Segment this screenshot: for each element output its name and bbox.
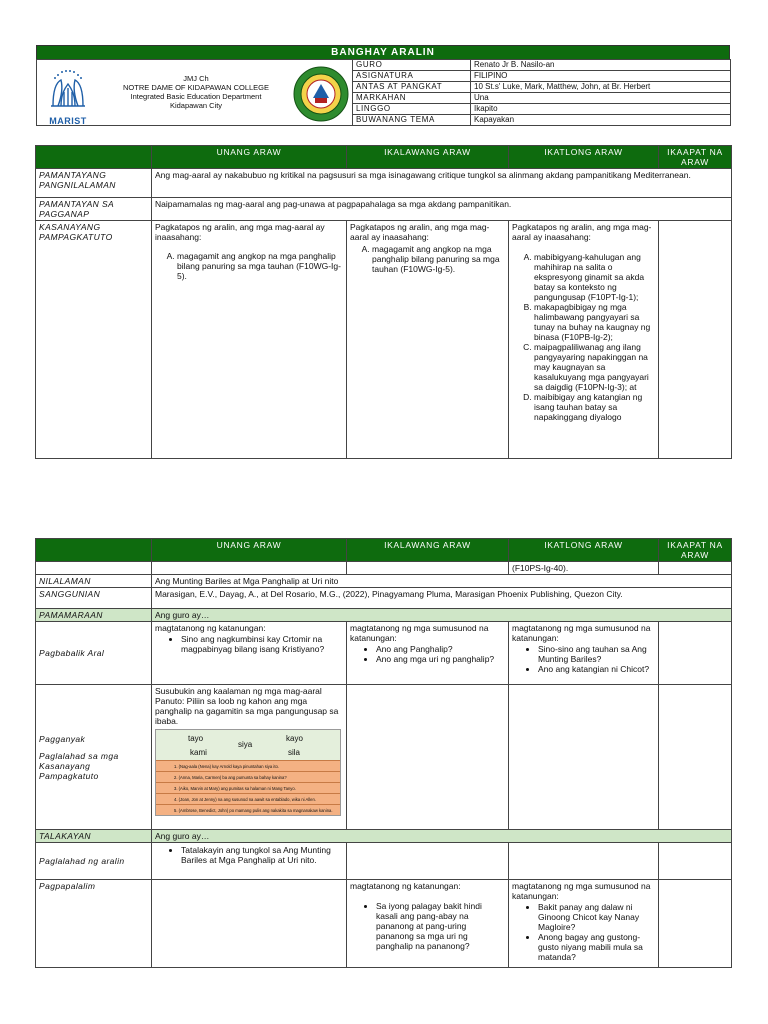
row-pamantayang-nilalaman (36, 169, 732, 198)
school-name-block (99, 74, 293, 110)
row-content: Marasigan, E.V., Dayag, A., at Del Rosario, M.G., (2022), Pinagyamang Pluma, Marasigan Phoenix Publishing, Quezon City. (152, 588, 732, 609)
sentence-list (156, 760, 340, 815)
row-label: Paglalahad ng aralin (36, 843, 152, 880)
list-item: • Anong bagay ang gustong-gusto niyang mabili mula sa matanda? (538, 932, 655, 962)
lesson-table-2 (35, 538, 732, 968)
row-label: PAMANTAYANG PANGNILALAMAN (36, 169, 152, 198)
row-kasanayang (36, 221, 732, 459)
marist-text: MARIST (49, 116, 87, 126)
col-unang-araw: UNANG ARAW (152, 539, 347, 562)
row-pagganyak (36, 685, 732, 830)
empty-cell (36, 562, 152, 575)
empty-cell (152, 562, 347, 575)
empty-cell (509, 843, 659, 880)
row-label: SANGGUNIAN (36, 588, 152, 609)
school-seal-icon (293, 66, 349, 122)
sentence-item: 3. (Aiko, Marvin at Mary) ang pumitas sa halaman ni Mang Tanyo. (156, 782, 340, 793)
list-item: • Ano ang katangian ni Chicot? (538, 664, 655, 674)
continued-code: (F10PS-Ig-40). (509, 562, 659, 575)
col-ikatlong-araw: IKATLONG ARAW (509, 539, 659, 562)
row-pagpapalalim (36, 880, 732, 968)
row-paglalahad (36, 843, 732, 880)
school-city: Kidapawan City (169, 101, 223, 110)
word-choice: kayo (286, 734, 303, 744)
question-intro: magtatanong ng mga sumusunod na katanungan: (512, 623, 651, 644)
row-pamantayan-pagganap (36, 198, 732, 221)
word-choice: sila (288, 748, 301, 758)
activity-intro: Susubukin ang kaalaman ng mga mag-aaral (155, 686, 322, 697)
school-department: Integrated Basic Education Department (130, 92, 262, 101)
col-ikaapat-araw: IKAAPAT NA ARAW (659, 539, 732, 562)
empty-cell (347, 562, 509, 575)
field-label-asignatura: ASIGNATURA (353, 71, 471, 82)
field-label-markahan: MARKAHAN (353, 93, 471, 104)
header-title: BANGHAY ARALIN (36, 45, 730, 59)
row-pagbabalik-aral (36, 622, 732, 685)
empty-cell (659, 880, 732, 968)
row-label: TALAKAYAN (36, 830, 152, 843)
objectives-list (350, 244, 505, 274)
list-item: A. magagamit ang angkop na mga panghalip bilang panuring sa mga tauhan (F10WG-Ig-5). (372, 244, 505, 274)
row-content: Ang mag-aaral ay nakabubuo ng kritikal na pagsusuri sa mga isinagawang critique tungkol sa alinmang akdang pampanitikang Mediterranean. (152, 169, 732, 198)
day1-objectives (152, 221, 347, 459)
table-header-row (36, 539, 732, 562)
day1-paglalahad (152, 843, 347, 880)
list-item: • Sa iyong palagay bakit hindi kasali ang pang-abay na pananong at pang-uring pananong sa mga uri ng panghalip na pananong? (376, 901, 505, 951)
field-value-markahan: Una (471, 93, 731, 104)
question-list (350, 901, 505, 951)
row-content: Ang guro ay… (152, 609, 732, 622)
list-item: D. maibibigay ang katangian ng isang tauhan batay sa napakinggang diyalogo (534, 392, 655, 422)
col-ikaapat-araw: IKAAPAT NA ARAW (659, 146, 732, 169)
field-value-linggo: Ikapito (471, 104, 731, 115)
word-choice: kami (190, 748, 207, 758)
row-content: Ang Munting Bariles at Mga Panghalip at Uri nito (152, 575, 732, 588)
row-label: Pagganyak (39, 733, 86, 744)
list-item: C. maipagpaliliwanag ang ilang pangyayaring napakinggan na may kaugnayan sa kasalukuyang mga pangyayari sa daigdig (F10PN-Ig-3); at (534, 342, 655, 392)
row-content: Naipamamalas ng mag-aaral ang pag-unawa at pagpapahalaga sa mga akdang pampanitikan. (152, 198, 732, 221)
field-label-linggo: LINGGO (353, 104, 471, 115)
col-ikatlong-araw: IKATLONG ARAW (509, 146, 659, 169)
row-label: Pagbabalik Aral (36, 622, 152, 685)
word-choices (156, 730, 340, 760)
field-value-guro: Renato Jr B. Nasilo-an (471, 60, 731, 71)
pronoun-word-box (155, 729, 341, 816)
empty-cell (347, 685, 509, 830)
objectives-intro: Pagkatapos ng aralin, ang mga mag-aaral ay inaasahang: (512, 222, 652, 243)
header-blank-cell (36, 539, 152, 562)
activity-panuto: Panuto: Piliin sa loob ng kahon ang mga panghalip na gagamitin sa mga pangungusap sa ibaba. (155, 696, 339, 727)
day2-pagpapalalim (347, 880, 509, 968)
question-intro: magtatanong ng katanungan: (350, 881, 461, 892)
empty-cell (659, 622, 732, 685)
discussion-list (155, 845, 343, 865)
row-label-cell (36, 685, 152, 830)
col-ikalawang-araw: IKALAWANG ARAW (347, 146, 509, 169)
row-label: KASANAYANG PAMPAGKATUTO (36, 221, 152, 459)
empty-cell (659, 843, 732, 880)
list-item: • Ano ang Panghalip? (376, 644, 505, 654)
sentence-item: 1. (Nag-aala (Nena) kay Arnold kaya pinuntahan siya ito. (156, 760, 340, 771)
marist-emblem-icon (43, 66, 93, 114)
school-seal-logo (293, 66, 349, 122)
question-intro: magtatanong ng mga sumusunod na katanungan: (350, 623, 489, 644)
word-choice: siya (238, 740, 253, 750)
table-header-row (36, 146, 732, 169)
row-label-secondary: Paglalahad sa mga Kasanayang Pampagkatuto (39, 750, 119, 781)
col-unang-araw: UNANG ARAW (152, 146, 347, 169)
sentence-item: 4. (Joan, Jon at Jenny) na ang susunod na aawit sa entablado, wika ni Allen. (156, 793, 340, 804)
day3-objectives (509, 221, 659, 459)
question-list (350, 644, 505, 664)
field-value-tema: Kapayakan (471, 115, 731, 126)
school-logo-cell (37, 60, 353, 126)
objectives-list (512, 252, 655, 422)
question-list (155, 634, 343, 654)
day3-pagbabalik (509, 622, 659, 685)
header-info-table (36, 59, 731, 126)
empty-cell (659, 562, 732, 575)
row-talakayan (36, 830, 732, 843)
list-item: A. mabibigyang-kahulugan ang mahihirap na salita o ekspresyong ginamit sa akda batay sa konteksto ng pangungusap (F10PT-Ig-1); (534, 252, 655, 302)
lesson-table-1 (35, 145, 732, 459)
field-label-antas: ANTAS AT PANGKAT (353, 82, 471, 93)
word-choice: tayo (188, 734, 204, 744)
row-label: PAMANTAYAN SA PAGGANAP (36, 198, 152, 221)
row-label: PAMAMARAAN (36, 609, 152, 622)
list-item: A. magagamit ang angkop na mga panghalip bilang panuring sa mga tauhan (F10WG-Ig-5). (177, 251, 343, 281)
sentence-item: 2. (Anna, Maria, Carmen) ba ang pumunta sa bahay kanina? (156, 771, 340, 782)
field-label-tema: BUWANANG TEMA (353, 115, 471, 126)
lesson-plan-header (36, 45, 730, 126)
day2-pagbabalik (347, 622, 509, 685)
row-label: NILALAMAN (36, 575, 152, 588)
list-item: • Ano ang mga uri ng panghalip? (376, 654, 505, 664)
row-continued (36, 562, 732, 575)
objectives-intro: Pagkatapos ng aralin, ang mga mag-aaral ay inaasahang: (350, 222, 490, 243)
field-value-asignatura: FILIPINO (471, 71, 731, 82)
empty-cell (152, 880, 347, 968)
list-item: B. makapagbibigay ng mga halimbawang pangyayari sa tunay na buhay na kaugnay ng binasa (F10PB-Ig-2); (534, 302, 655, 342)
objectives-intro: Pagkatapos ng aralin, ang mga mag-aaral ay inaasahang: (155, 222, 325, 243)
empty-cell (347, 843, 509, 880)
field-value-antas: 10 St.s' Luke, Mark, Matthew, John, at Br. Herbert (471, 82, 731, 93)
question-list (512, 902, 655, 962)
list-item: • Sino-sino ang tauhan sa Ang Munting Bariles? (538, 644, 655, 664)
sentence-item: 5. (Ambrose, Benedict, John) po mamang pulis ang nakakita sa magnanakaw kanina. (156, 804, 340, 815)
question-intro: magtatanong ng katanungan: (155, 623, 266, 634)
row-content: Ang guro ay… (152, 830, 732, 843)
row-nilalaman (36, 575, 732, 588)
marist-logo (43, 66, 93, 126)
list-item: • Bakit panay ang dalaw ni Ginoong Chicot kay Nanay Magloire? (538, 902, 655, 932)
row-label: Pagpapalalim (36, 880, 152, 968)
day3-pagpapalalim (509, 880, 659, 968)
col-ikalawang-araw: IKALAWANG ARAW (347, 539, 509, 562)
list-item: • Sino ang nagkumbinsi kay Crtomir na magpabinyag bilang isang Kristiyano? (181, 634, 343, 654)
field-label-guro: GURO (353, 60, 471, 71)
list-item: • Tatalakayin ang tungkol sa Ang Munting Bariles at Mga Panghalip at Uri nito. (181, 845, 343, 865)
day4-objectives (659, 221, 732, 459)
question-intro: magtatanong ng mga sumusunod na katanungan: (512, 881, 651, 902)
day1-pagbabalik (152, 622, 347, 685)
empty-cell (509, 685, 659, 830)
school-name: NOTRE DAME OF KIDAPAWAN COLLEGE (123, 83, 269, 92)
day2-objectives (347, 221, 509, 459)
row-pamamaraan (36, 609, 732, 622)
empty-cell (659, 685, 732, 830)
objectives-list (155, 251, 343, 281)
row-sanggunian (36, 588, 732, 609)
header-blank-cell (36, 146, 152, 169)
school-line: JMJ Ch (183, 74, 209, 83)
day1-pagganyak (152, 685, 347, 830)
question-list (512, 644, 655, 674)
